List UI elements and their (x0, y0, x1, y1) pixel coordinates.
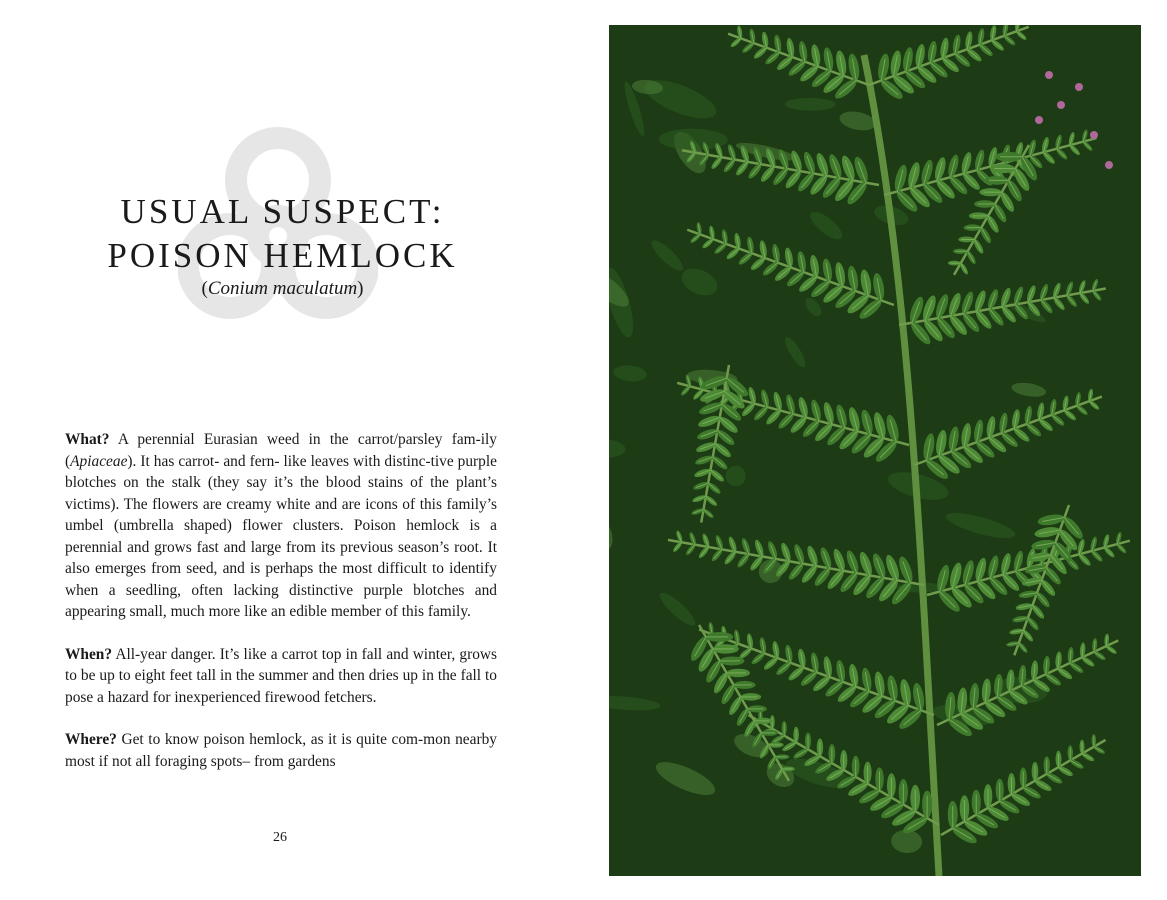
where-paragraph: Where? Get to know poison hemlock, as it is quite com-mon nearby most if not all foraging spots– from gardens (65, 731, 497, 770)
where-label: Where? (65, 731, 117, 748)
hemlock-photo (609, 25, 1141, 876)
body-text (65, 429, 497, 793)
family-name: Apiaceae (70, 452, 128, 470)
scientific-name: (Conium maculatum) (201, 278, 364, 299)
title-line-1: USUAL SUSPECT: (120, 192, 445, 231)
when-paragraph: When? All-year danger. It’s like a carrot top in fall and winter, grows to be up to eight feet tall in the summer and then dries up in the fall to pose a hazard for inexperienced firewood fetchers. (65, 645, 497, 706)
when-label: When? (65, 645, 113, 663)
title-line-2: POISON HEMLOCK (107, 236, 458, 275)
title-block (50, 190, 515, 300)
what-label: What? (65, 431, 110, 448)
page-number: 26 (273, 830, 287, 845)
hemlock-leaves-image (609, 25, 1141, 876)
what-paragraph: What? A perennial Eurasian weed in the carrot/parsley fam-ily (Apiaceae). It has carrot- and fern- like leaves with distinc-tive purple blotches on the stalk (they say it’s the blood stains of the plant’s victims). The flowers are creamy white and are icons of this family’s umbel (umbrella shaped) flower clusters. Poison hemlock is a perennial and grows fast and large from its previous season’s root. It also emerges from seed, and is perhaps the most difficult to identify when a seedling, often lacking distinctive purple blotches and appearing small, much more like an edible member of this family. (65, 431, 497, 620)
